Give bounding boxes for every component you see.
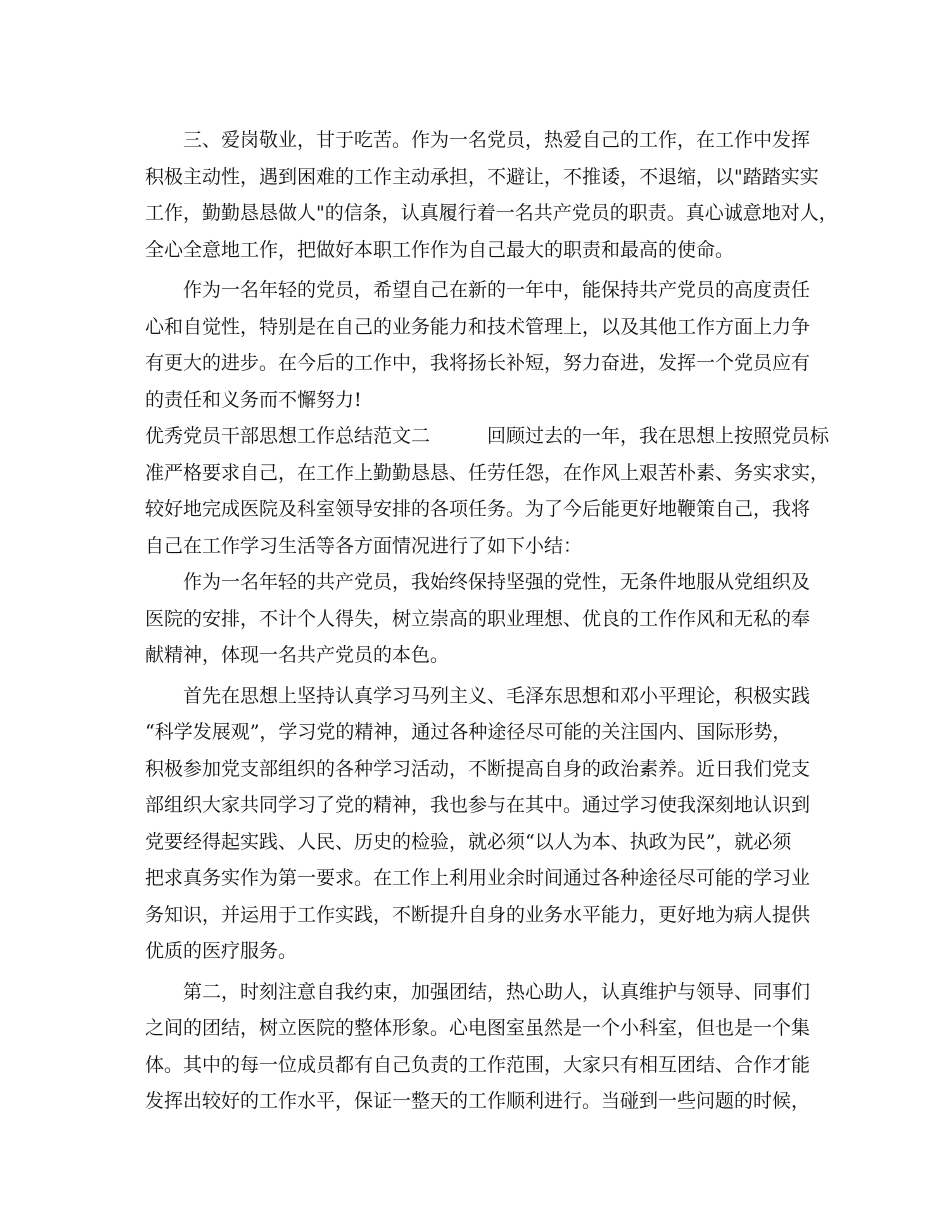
text-line: 首先在思想上坚持认真学习马列主义、毛泽东思想和邓小平理论，积极实践 [145, 684, 811, 707]
paragraph [145, 564, 825, 674]
text-line: 的责任和义务而不懈努力! [145, 388, 362, 411]
text-line: 心和自觉性，特别是在自己的业务能力和技术管理上，以及其他工作方面上力争 [145, 315, 811, 338]
text-line: 把求真务实作为第一要求。在工作上利用业余时间通过各种途径尽可能的学习业 [145, 867, 811, 889]
text-line: 医院的安排，不计个人得失，树立崇高的职业理想、优良的工作作风和无私的奉 [145, 607, 811, 630]
text-line: 体。其中的每一位成员都有自己负责的工作范围，大家只有相互团结、合作才能 [145, 1053, 811, 1076]
text-line: 党要经得起实践、人民、历史的检验，就必须“以人为本、执政为民”，就必须 [145, 830, 792, 853]
text-line: 积极主动性，遇到困难的工作主动承担，不避让，不推诿，不退缩，以"踏踏实实 [145, 165, 819, 188]
document-body [145, 122, 838, 1120]
text-line: 较好地完成医院及科室领导安排的各项任务。为了今后能更好地鞭策自己，我将 [145, 498, 811, 520]
text-line: 发挥出较好的工作水平，保证一整天的工作顺利进行。当碰到一些问题的时候， [145, 1090, 811, 1112]
paragraph [145, 678, 825, 970]
text-line: 第二，时刻注意自我约束，加强团结，热心助人，认真维护与领导、同事们 [145, 980, 811, 1003]
paragraph [145, 974, 825, 1120]
text-line: 之间的团结，树立医院的整体形象。心电图室虽然是一个小科室，但也是一个集 [145, 1017, 811, 1039]
paragraph [145, 122, 838, 268]
text-line: “科学发展观”，学习党的精神，通过各种途径尽可能的关注国内、国际形势， [145, 721, 792, 743]
section-heading-line: 优秀党员干部思想工作总结范文二 回顾过去的一年，我在思想上按照党员标 [145, 425, 830, 447]
paragraph [145, 272, 830, 564]
text-line: 积极参加党支部组织的各种学习活动，不断提高自身的政治素养。近日我们党支 [145, 757, 811, 780]
text-line: 准严格要求自己，在工作上勤勤恳恳、任劳任怨，在作风上艰苦朴素、务实求实， [145, 461, 830, 484]
text-line: 优质的医疗服务。 [145, 940, 298, 962]
text-line: 作为一名年轻的党员，希望自己在新的一年中，能保持共产党员的高度责任 [145, 279, 811, 301]
text-line: 有更大的进步。在今后的工作中，我将扬长补短，努力奋进，发挥一个党员应有 [145, 352, 811, 374]
text-line: 工作，勤勤恳恳做人"的信条，认真履行着一名共产党员的职责。真心诚意地对人， [145, 202, 838, 224]
text-line: 作为一名年轻的共产党员，我始终保持坚强的党性，无条件地服从党组织及 [145, 571, 811, 593]
text-line: 三、爱岗敬业，甘于吃苦。作为一名党员，热爱自己的工作，在工作中发挥 [145, 129, 811, 151]
text-line: 全心全意地工作，把做好本职工作作为自己最大的职责和最高的使命。 [145, 238, 735, 261]
text-line: 务知识，并运用于工作实践，不断提升自身的业务水平能力，更好地为病人提供 [145, 903, 811, 926]
text-line: 部组织大家共同学习了党的精神，我也参与在其中。通过学习使我深刻地认识到 [145, 794, 811, 816]
text-line: 自己在工作学习生活等各方面情况进行了如下小结： [145, 534, 583, 557]
text-line: 献精神，体现一名共产党员的本色。 [145, 644, 450, 666]
